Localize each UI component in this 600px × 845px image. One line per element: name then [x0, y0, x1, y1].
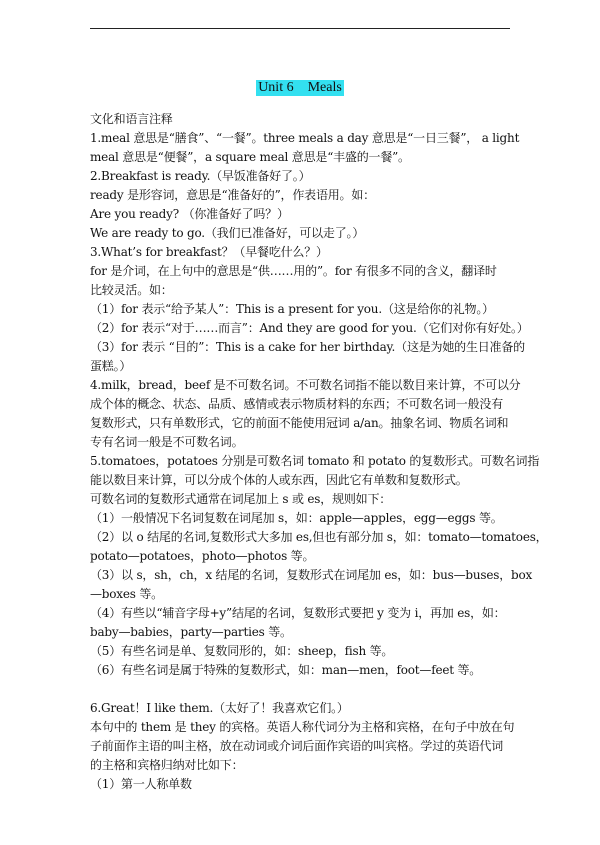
text-line: （3）以 s，sh，ch，x 结尾的名词，复数形式在词尾加 es，如：bus—buses，box: [90, 568, 533, 582]
text-line: Are you ready? （你准备好了吗？）: [90, 207, 289, 221]
text-line: （2）以 o 结尾的名词,复数形式大多加 es,但也有部分加 s，如：tomato—tomatoes，: [90, 530, 548, 544]
text-line: （2）for 表示“对于……而言”：And they are good for you.（它们对你有好处。）: [90, 321, 529, 335]
text-line: potato—potatoes，photo—photos 等。: [90, 549, 315, 563]
text-line: 的主格和宾格归纳对比如下：: [90, 758, 244, 772]
text-line: （1）第一人称单数: [90, 777, 192, 791]
text-line: 1.meal 意思是“膳食”、“一餐”。three meals a day 意思是“一日三餐”， a light: [90, 131, 520, 145]
text-line: 可数名词的复数形式通常在词尾加上 s 或 es，规则如下：: [90, 492, 392, 506]
text-line: 比较灵活。如：: [90, 283, 173, 297]
text-line: —boxes 等。: [90, 587, 163, 601]
text-line: （1）for 表示“给予某人”：This is a present for you.（这是给你的礼物。）: [90, 302, 494, 316]
text-line: 专有名词一般是不可数名词。: [90, 435, 244, 449]
text-line: We are ready to go.（我们已准备好，可以走了。）: [90, 226, 365, 240]
text-line: 3.What’s for breakfast？（早餐吃什么？）: [90, 245, 328, 259]
text-line: （3）for 表示 “目的”：This is a cake for her birthday.（这是为她的生日准备的: [90, 340, 525, 354]
text-line: for 是介词，在上句中的意思是“供……用的”。for 有很多不同的含义，翻译时: [90, 264, 497, 278]
title-container: [0, 76, 600, 96]
text-line: （6）有些名词是属于特殊的复数形式，如：man—men，foot—feet 等。: [90, 663, 482, 677]
header-rule: [90, 28, 510, 29]
text-line: 蛋糕。）: [90, 359, 132, 373]
text-line: 本句中的 them 是 they 的宾格。英语人称代词分为主格和宾格，在句子中放在句: [90, 720, 515, 734]
text-line: （5）有些名词是单、复数同形的，如：sheep，fish 等。: [90, 644, 394, 658]
text-line: 子前面作主语的叫主格，放在动词或介词后面作宾语的叫宾格。学过的英语代词: [90, 739, 504, 753]
text-line: [90, 680, 510, 699]
page-title: Unit 6 Meals: [258, 80, 342, 95]
text-line: 2.Breakfast is ready.（早饭准备好了。）: [90, 169, 311, 183]
text-line: （4）有些以“辅音字母+y”结尾的名词，复数形式要把 y 变为 i，再加 es，如：: [90, 606, 506, 620]
text-line: ready 是形容词，意思是“准备好的”，作表语用。如：: [90, 188, 375, 202]
text-line: 能以数目来计算，可以分成个体的人或东西，因此它有单数和复数形式。: [90, 473, 468, 487]
document-body: [90, 110, 548, 794]
text-line: meal 意思是“便餐”，a square meal 意思是“丰盛的一餐”。: [90, 150, 410, 164]
text-line: 6.Great！I like them.（太好了！我喜欢它们。）: [90, 701, 349, 715]
text-line: 5.tomatoes，potatoes 分别是可数名词 tomato 和 potato 的复数形式。可数名词指: [90, 454, 540, 468]
text-line: 4.milk，bread，beef 是不可数名词。不可数名词指不能以数目来计算，不可以分: [90, 378, 521, 392]
text-line: （1）一般情况下名词复数在词尾加 s，如：apple—apples，egg—eggs 等。: [90, 511, 503, 525]
text-line: 文化和语言注释: [90, 112, 173, 126]
text-line: 复数形式，只有单数形式，它的前面不能使用冠词 a/an。抽象名词、物质名词和: [90, 416, 509, 430]
text-line: baby—babies，party—parties 等。: [90, 625, 292, 639]
text-line: 成个体的概念、状态、品质、感情或表示物质材料的东西；不可数名词一般没有: [90, 397, 504, 411]
